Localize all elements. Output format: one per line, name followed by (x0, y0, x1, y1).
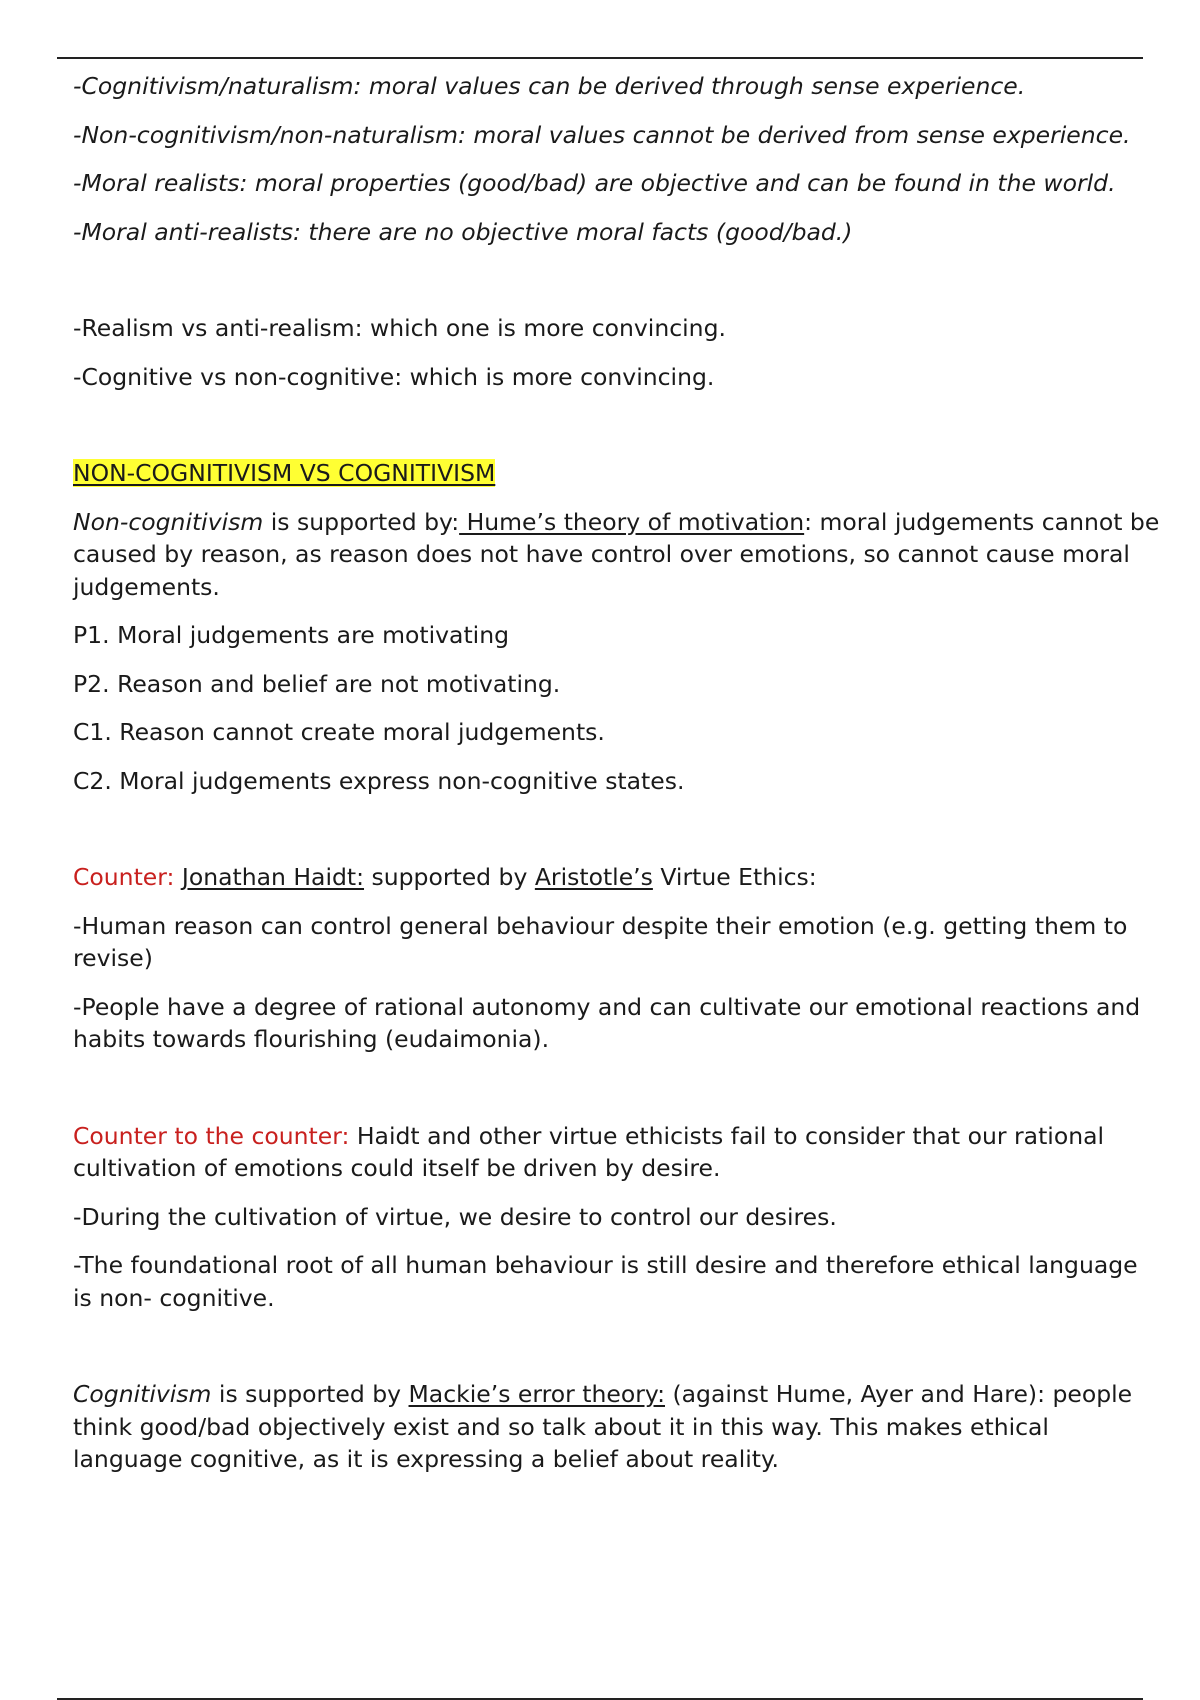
conclusion-1: C1. Reason cannot create moral judgements. (73, 718, 605, 746)
haidt-name: Jonathan Haidt: (181, 863, 365, 891)
premise-1: P1. Moral judgements are motivating (73, 621, 510, 649)
definition-moral-anti-realists: -Moral anti-realists: there are no objective moral facts (good/bad.) (73, 217, 853, 246)
cog-paragraph: Cognitivism is supported by Mackie’s error theory: (against Hume, Ayer and Hare): people think good/bad objectively exist and so talk about it in this way. This makes ethical language cognitive, as it is expressing a belief about reality. (73, 1380, 1133, 1473)
counter-to-counter-point-2: -The foundational root of all human behaviour is still desire and therefore ethical language is non- cognitive. (73, 1251, 1138, 1312)
counter-to-counter-paragraph: Counter to the counter: Haidt and other virtue ethicists fail to consider that our rational cultivation of emotions could itself be driven by desire. (73, 1121, 1105, 1182)
premise-2: P2. Reason and belief are not motivating. (73, 669, 561, 698)
counter-paragraph: Counter: Jonathan Haidt: supported by Aristotle’s Virtue Ethics: (73, 863, 817, 891)
section-heading-text: NON-COGNITIVISM VS COGNITIVISM (73, 459, 496, 487)
document-body (73, 70, 1163, 1492)
definition-non-cognitivism: -Non-cognitivism/non-naturalism: moral values cannot be derived from sense experience. (73, 120, 1131, 149)
counter-point-1: -Human reason can control general behaviour despite their emotion (e.g. getting them to revise) (73, 911, 1128, 972)
cog-term: Cognitivism (73, 1380, 212, 1408)
counter-to-counter-label: Counter to the counter: (73, 1121, 357, 1150)
mackie-theory-link: Mackie’s error theory: (408, 1380, 665, 1408)
question-cognitive: -Cognitive vs non-cognitive: which is more convincing. (73, 362, 715, 391)
hume-theory-link: Hume’s theory of motivation (459, 507, 805, 536)
top-rule (57, 57, 1143, 59)
question-realism: -Realism vs anti-realism: which one is more convincing. (73, 314, 726, 342)
counter-point-2: -People have a degree of rational autonomy and can cultivate our emotional reactions and habits towards flourishing (eudaimonia). (73, 992, 1141, 1053)
definition-cognitivism: -Cognitivism/naturalism: moral values can be derived through sense experience. (73, 72, 1026, 100)
spacer (73, 1330, 1163, 1378)
counter-to-counter-point-1: -During the cultivation of virtue, we desire to control our desires. (73, 1202, 837, 1231)
spacer (73, 409, 1163, 457)
conclusion-2: C2. Moral judgements express non-cognitive states. (73, 766, 685, 795)
spacer (73, 1072, 1163, 1120)
section-heading (73, 457, 1163, 490)
counter-label: Counter: (73, 863, 182, 891)
spacer (73, 264, 1163, 312)
definition-moral-realists: -Moral realists: moral properties (good/bad) are objective and can be found in the world. (73, 169, 1116, 197)
spacer (73, 813, 1163, 861)
aristotle-name: Aristotle’s (534, 863, 653, 891)
noncog-term: Non-cognitivism (73, 507, 264, 536)
noncog-paragraph: Non-cognitivism is supported by: Hume’s theory of motivation: moral judgements cannot be caused by reason, as reason does not have control over emotions, so cannot cause moral judgements. (73, 507, 1160, 601)
